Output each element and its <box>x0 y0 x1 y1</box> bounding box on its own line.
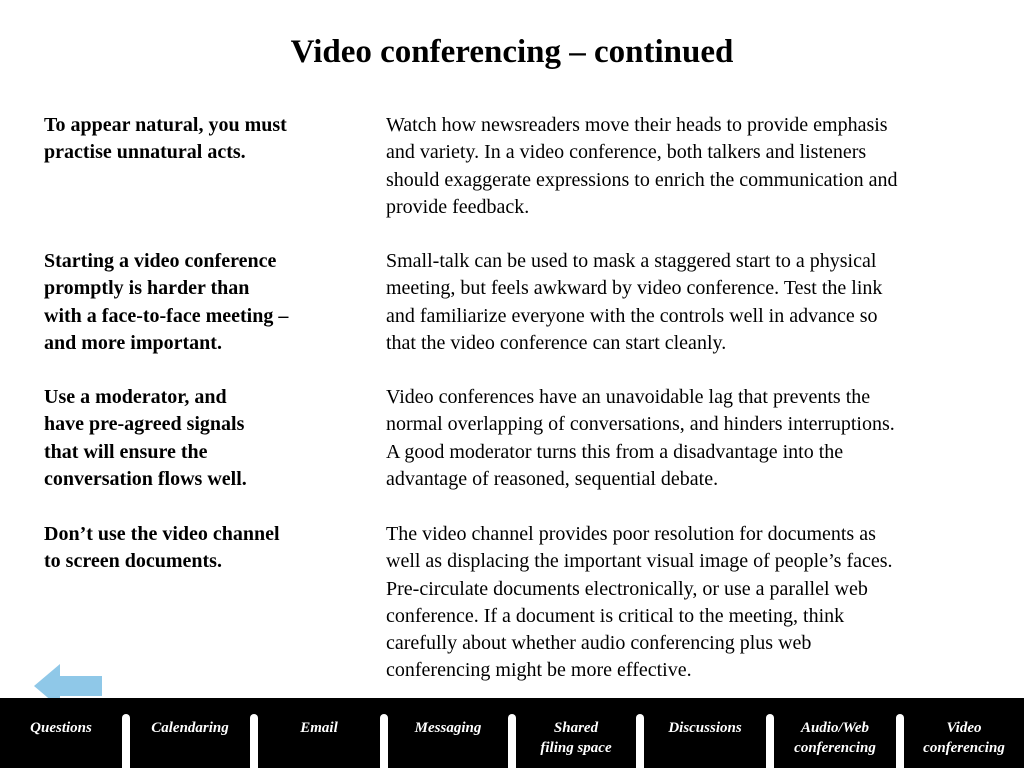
content-row <box>44 384 984 494</box>
nav-item-email[interactable]: Email <box>258 716 380 768</box>
key-point: Use a moderator, and have pre-agreed signals that will ensure the conversation flows well. <box>44 386 247 490</box>
nav-divider <box>122 714 130 768</box>
nav-divider <box>250 714 258 768</box>
key-point: To appear natural, you must practise unnatural acts. <box>44 114 287 164</box>
nav-divider <box>380 714 388 768</box>
slide-title: Video conferencing – continued <box>290 34 734 70</box>
nav-divider <box>766 714 774 768</box>
key-point-detail: The video channel provides poor resolution for documents as well as displacing the important visual image of people’s faces. Pre-circulate documents electronically, or use a parallel web conference. If a document is critical to the meeting, think carefully about whether audio conferencing plus web conferencing might be more effective. <box>386 523 893 682</box>
key-point-detail: Watch how newsreaders move their heads to provide emphasis and variety. In a video conference, both talkers and listeners should exaggerate expressions to enrich the communication and provide feedback. <box>386 114 898 218</box>
nav-divider <box>896 714 904 768</box>
content-row <box>44 112 984 222</box>
content-row <box>44 248 984 358</box>
nav-item-messaging[interactable]: Messaging <box>388 716 508 768</box>
nav-item-video-conferencing[interactable]: Video conferencing <box>904 716 1024 768</box>
nav-item-calendaring[interactable]: Calendaring <box>130 716 250 768</box>
key-point: Starting a video conference promptly is harder than with a face-to-face meeting – and more important. <box>44 250 289 354</box>
key-point: Don’t use the video channel to screen documents. <box>44 523 280 573</box>
key-point-detail: Small-talk can be used to mask a staggered start to a physical meeting, but feels awkward by video conference. Test the link and familiarize everyone with the controls well in advance so that the video conference can start cleanly. <box>386 250 883 354</box>
bottom-navigation-bar <box>0 698 1024 768</box>
nav-item-discussions[interactable]: Discussions <box>644 716 766 768</box>
nav-item-questions[interactable]: Questions <box>0 716 122 768</box>
nav-item-shared-filing-space[interactable]: Shared filing space <box>516 716 636 768</box>
nav-item-audio-web-conferencing[interactable]: Audio/Web conferencing <box>774 716 896 768</box>
nav-divider <box>636 714 644 768</box>
nav-divider <box>508 714 516 768</box>
content-row <box>44 521 984 691</box>
key-point-detail: Video conferences have an unavoidable lag that prevents the normal overlapping of conversations, and hinders interruptions. A good moderator turns this from a disadvantage into the advantage of reasoned, sequential debate. <box>386 386 895 490</box>
